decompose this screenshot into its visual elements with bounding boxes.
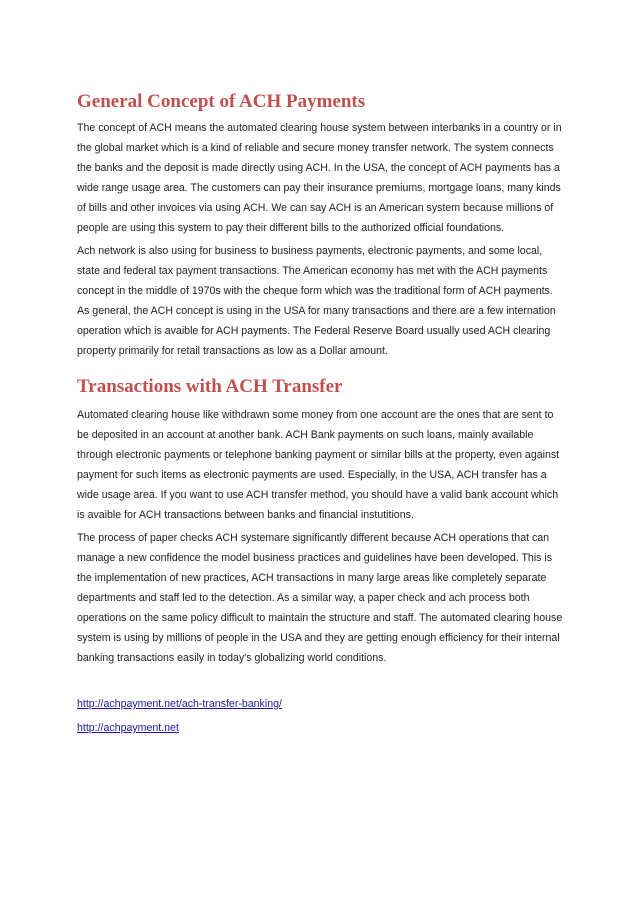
section-heading-transactions: Transactions with ACH Transfer <box>77 376 343 397</box>
paragraph-paper-checks: The process of paper checks ACH systemare significantly different because ACH operations that can manage a new confidence the model business practices and guidelines have been developed. This is the implementation of new practices, ACH transactions in many large areas like completely separate departments and staff led to the detection. As a similar way, a paper check and ach process both operations on the same policy difficult to maintain the structure and staff. The automated clearing house system is using by millions of people in the USA and they are getting enough efficiency for their internal banking transactions easily in today's globalizing world conditions. <box>77 532 563 664</box>
paragraph-ach-concept: The concept of ACH means the automated clearing house system between interbanks in a country or in the global market which is a kind of reliable and secure money transfer network. The system connects the banks and the deposit is made directly using ACH. In the USA, the concept of ACH payments has a wide range usage area. The customers can pay their insurance premiums, mortgage loans, many kinds of bills and other invoices via using ACH. We can say ACH is an American system because millions of people are using this system to pay their different bills to the authorized official foundations. <box>77 122 562 234</box>
section-heading-general-concept: General Concept of ACH Payments <box>77 91 366 112</box>
link-ach-transfer-banking[interactable]: http://achpayment.net/ach-transfer-banking/ <box>77 698 282 710</box>
document-page <box>77 90 565 742</box>
paragraph-automated-clearing: Automated clearing house like withdrawn some money from one account are the ones that are sent to be deposited in an account at another bank. ACH Bank payments on such loans, mainly available through electronic payments or telephone banking payment or similar bills at the property, even against payment for such items as electronic payments are used. Especially, in the USA, ACH transfer has a wide usage area. If you want to use ACH transfer method, you should have a valid bank account which is avaible for ACH transactions between banks and financial instutitions. <box>77 409 560 521</box>
paragraph-ach-network: Ach network is also using for business to business payments, electronic payments, and some local, state and federal tax payment transactions. The American economy has met with the ACH payments concept in the middle of 1970s with the cheque form which was the traditional form of ACH payments. As general, the ACH concept is using in the USA for many transactions and there are a few internation operation which is avaible for ACH payments. The Federal Reserve Board usually used ACH clearing property primarily for retail transactions as low as a Dollar amount. <box>77 245 556 357</box>
links-section <box>77 694 565 738</box>
link-achpayment-home[interactable]: http://achpayment.net <box>77 722 179 734</box>
